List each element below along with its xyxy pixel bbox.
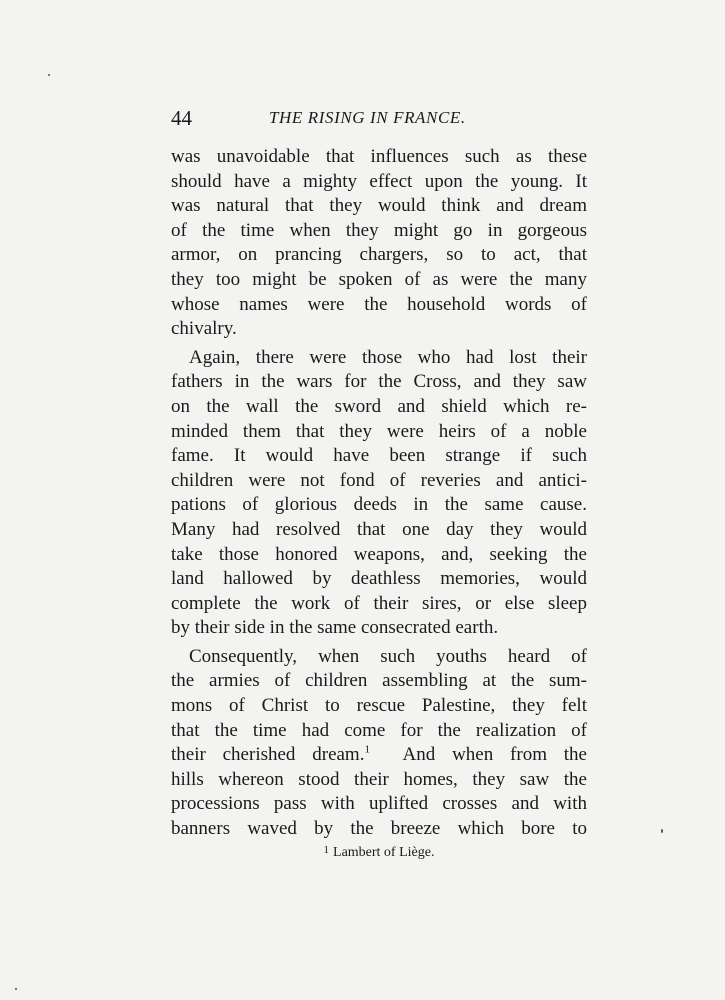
text-line: on the wall the sword and shield which re- — [171, 395, 587, 417]
page-header — [171, 104, 587, 132]
text-line: Again, there were those who had lost their — [189, 346, 587, 368]
text-line: processions pass with uplifted crosses and with — [171, 793, 587, 815]
text-line: of the time when they might go in gorgeous — [171, 219, 587, 241]
paper-speck — [48, 74, 50, 76]
paper-speck — [661, 829, 663, 833]
paragraph — [171, 346, 587, 641]
text-fragment: their cherished dream. — [171, 744, 365, 766]
text-line: was unavoidable that influences such as these — [171, 146, 587, 167]
text-line: that the time had come for the realization of — [171, 719, 587, 741]
text-line — [171, 743, 587, 768]
text-line: mons of Christ to rescue Palestine, they felt — [171, 695, 587, 717]
text-line: by their side in the same consecrated earth. — [171, 617, 499, 639]
text-line: fathers in the wars for the Cross, and they saw — [171, 371, 587, 393]
text-line: complete the work of their sires, or else sleep — [171, 592, 587, 614]
text-line: minded them that they were heirs of a noble — [171, 420, 587, 442]
page-number: 44 — [171, 106, 192, 130]
text-line: hills whereon stood their homes, they saw the — [171, 768, 587, 790]
paragraph — [171, 145, 587, 342]
paper-speck — [15, 988, 17, 990]
text-line: land hallowed by deathless memories, would — [171, 568, 587, 590]
text-line: should have a mighty effect upon the young. It — [171, 170, 587, 192]
footnote-reference[interactable]: 1 — [364, 743, 370, 756]
text-line: was natural that they would think and dream — [171, 195, 587, 217]
text-line: take those honored weapons, and, seeking the — [171, 543, 587, 565]
text-line: whose names were the household words of — [171, 293, 587, 315]
text-fragment: And when from the — [369, 744, 587, 766]
text-line: chivalry. — [171, 318, 237, 340]
text-line: Many had resolved that one day they would — [171, 518, 587, 540]
text-line: armor, on prancing chargers, so to act, that — [171, 244, 587, 266]
footnote — [171, 840, 587, 863]
paragraph — [171, 645, 587, 842]
page-body — [171, 145, 587, 842]
text-line: the armies of children assembling at the sum- — [171, 670, 587, 692]
text-line: they too might be spoken of as were the many — [171, 268, 587, 290]
text-line: children were not fond of reveries and antici- — [171, 469, 587, 491]
footnote-marker: 1 — [323, 844, 330, 856]
text-line: pations of glorious deeds in the same cause. — [171, 494, 587, 516]
text-line: Consequently, when such youths heard of — [189, 645, 587, 667]
text-line: fame. It would have been strange if such — [171, 445, 587, 467]
running-title: THE RISING IN FRANCE. — [269, 108, 466, 127]
text-line: banners waved by the breeze which bore to — [171, 818, 587, 840]
footnote-text: Lambert of Liège. — [333, 845, 435, 860]
